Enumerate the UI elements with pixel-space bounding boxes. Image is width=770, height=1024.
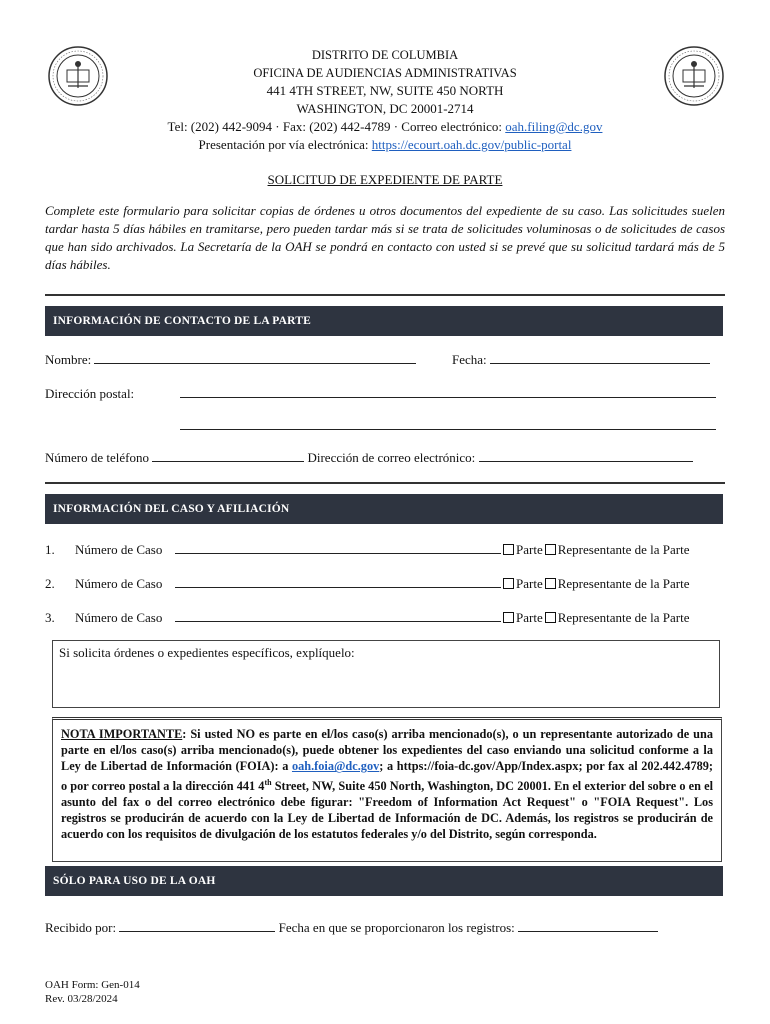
address-field-2[interactable] — [180, 418, 716, 430]
section-header-oah-only: SÓLO PARA USO DE LA OAH — [45, 866, 723, 896]
divider — [45, 482, 725, 484]
case-number-label: Número de Caso — [75, 542, 163, 557]
representative-checkbox[interactable] — [545, 612, 556, 623]
party-checkbox[interactable] — [503, 578, 514, 589]
case-row: 3. Número de Caso Parte Representante de la Parte — [45, 610, 690, 625]
form-footer — [45, 978, 140, 1006]
foia-email-link[interactable]: oah.foia@dc.gov — [291, 759, 380, 774]
address-field-1[interactable] — [180, 386, 716, 398]
date-label: Fecha: — [452, 352, 487, 367]
intro-paragraph: Complete este formulario para solicitar copias de órdenes u otros documentos del expediente de su caso. Las solicitudes suelen tardar hasta 5 días hábiles en tramitarse, pero pueden tardar más si se trata de solicitudes voluminosas o de solicitudes de casos que han sido archivados. La Secretaría de la OAH se pondrá en contacto con usted si se prevé que su solicitud tardará más de 5 días hábiles. — [45, 203, 725, 272]
address-line-1-field-wrap — [180, 386, 716, 402]
section-header-case: INFORMACIÓN DEL CASO Y AFILIACIÓN — [45, 494, 723, 524]
date-field[interactable] — [490, 352, 710, 364]
party-checkbox[interactable] — [503, 612, 514, 623]
form-id: OAH Form: Gen-014 — [45, 979, 140, 991]
case-number-field[interactable] — [175, 576, 501, 588]
form-revision: Rev. 03/28/2024 — [45, 993, 118, 1005]
name-field[interactable] — [94, 352, 416, 364]
received-label: Recibido por: — [45, 920, 117, 935]
explanation-label: Si solicita órdenes o expedientes específicos, explíquelo: — [59, 645, 355, 660]
case-number-label: Número de Caso — [75, 610, 163, 625]
phone-email-row — [45, 450, 693, 466]
efile-link[interactable]: https://ecourt.oah.dc.gov/public-portal — [371, 137, 572, 152]
name-row — [45, 352, 416, 368]
case-number-field[interactable] — [175, 542, 501, 554]
address-line-1: 441 4TH STREET, NW, SUITE 450 NORTH — [266, 83, 504, 98]
case-number-field[interactable] — [175, 610, 501, 622]
representative-checkbox[interactable] — [545, 578, 556, 589]
party-checkbox[interactable] — [503, 544, 514, 555]
date-provided-field[interactable] — [518, 920, 658, 932]
name-label: Nombre: — [45, 352, 92, 367]
case-row: 2. Número de Caso Parte Representante de la Parte — [45, 576, 690, 591]
org-line-1: DISTRITO DE COLUMBIA — [311, 48, 459, 62]
received-by-field[interactable] — [119, 920, 275, 932]
phone-label: Número de teléfono — [45, 450, 149, 465]
case-row: 1. Número de Caso Parte Representante de la Parte — [45, 542, 690, 557]
case-number-label: Número de Caso — [75, 576, 163, 591]
email-label: Dirección de correo electrónico: — [307, 450, 476, 465]
address-label: Dirección postal: — [45, 386, 135, 401]
important-note: NOTA IMPORTANTE: Si usted NO es parte en el/los caso(s) arriba mencionado(s), o un representante autorizado de una parte en el/los caso(s) arriba mencionado(s), puede obtener los expedientes del caso enviando una solicitud conforme a la Ley de Libertad de Información (FOIA): a oah.foia@dc.gov; a https://foia-dc.gov/App/Index.aspx; por fax al 202.442.4789; o por correo postal a la dirección 441 4th Street, NW, Suite 450 North, Washington, DC 20001. En el exterior del sobre o en el asunto del fax o del correo electrónico debe figurar: "Freedom of Information Act Request" o "FOIA Request". Los registros se producirán de acuerdo con la Ley de Libertad de Información de DC. Además, los registros se producirán de acuerdo con los requisitos de divulgación de los estatutos federales y/o del Distrito, según corresponda. — [52, 717, 722, 862]
representative-checkbox[interactable] — [545, 544, 556, 555]
contact-line: Tel: (202) 442-9094 · Fax: (202) 442-4789 · Correo electrónico: oah.filing@dc.gov — [167, 119, 603, 134]
date-provided-label: Fecha en que se proporcionaron los registros: — [278, 920, 515, 935]
note-heading: NOTA IMPORTANTE — [61, 727, 183, 741]
received-row — [45, 920, 658, 936]
explanation-textarea[interactable] — [52, 640, 720, 708]
org-line-2: OFICINA DE AUDIENCIAS ADMINISTRATIVAS — [253, 66, 517, 80]
form-title: SOLICITUD DE EXPEDIENTE DE PARTE — [267, 172, 503, 187]
address-line-2: WASHINGTON, DC 20001-2714 — [296, 101, 474, 116]
email-link[interactable]: oah.filing@dc.gov — [505, 119, 603, 134]
date-row — [452, 352, 710, 368]
letterhead — [0, 46, 770, 154]
section-header-contact: INFORMACIÓN DE CONTACTO DE LA PARTE — [45, 306, 723, 336]
divider — [45, 294, 725, 296]
phone-field[interactable] — [152, 450, 304, 462]
email-field[interactable] — [479, 450, 693, 462]
efile-line: Presentación por vía electrónica: https://ecourt.oah.dc.gov/public-portal — [198, 137, 572, 152]
address-line-2-field-wrap — [180, 418, 716, 434]
